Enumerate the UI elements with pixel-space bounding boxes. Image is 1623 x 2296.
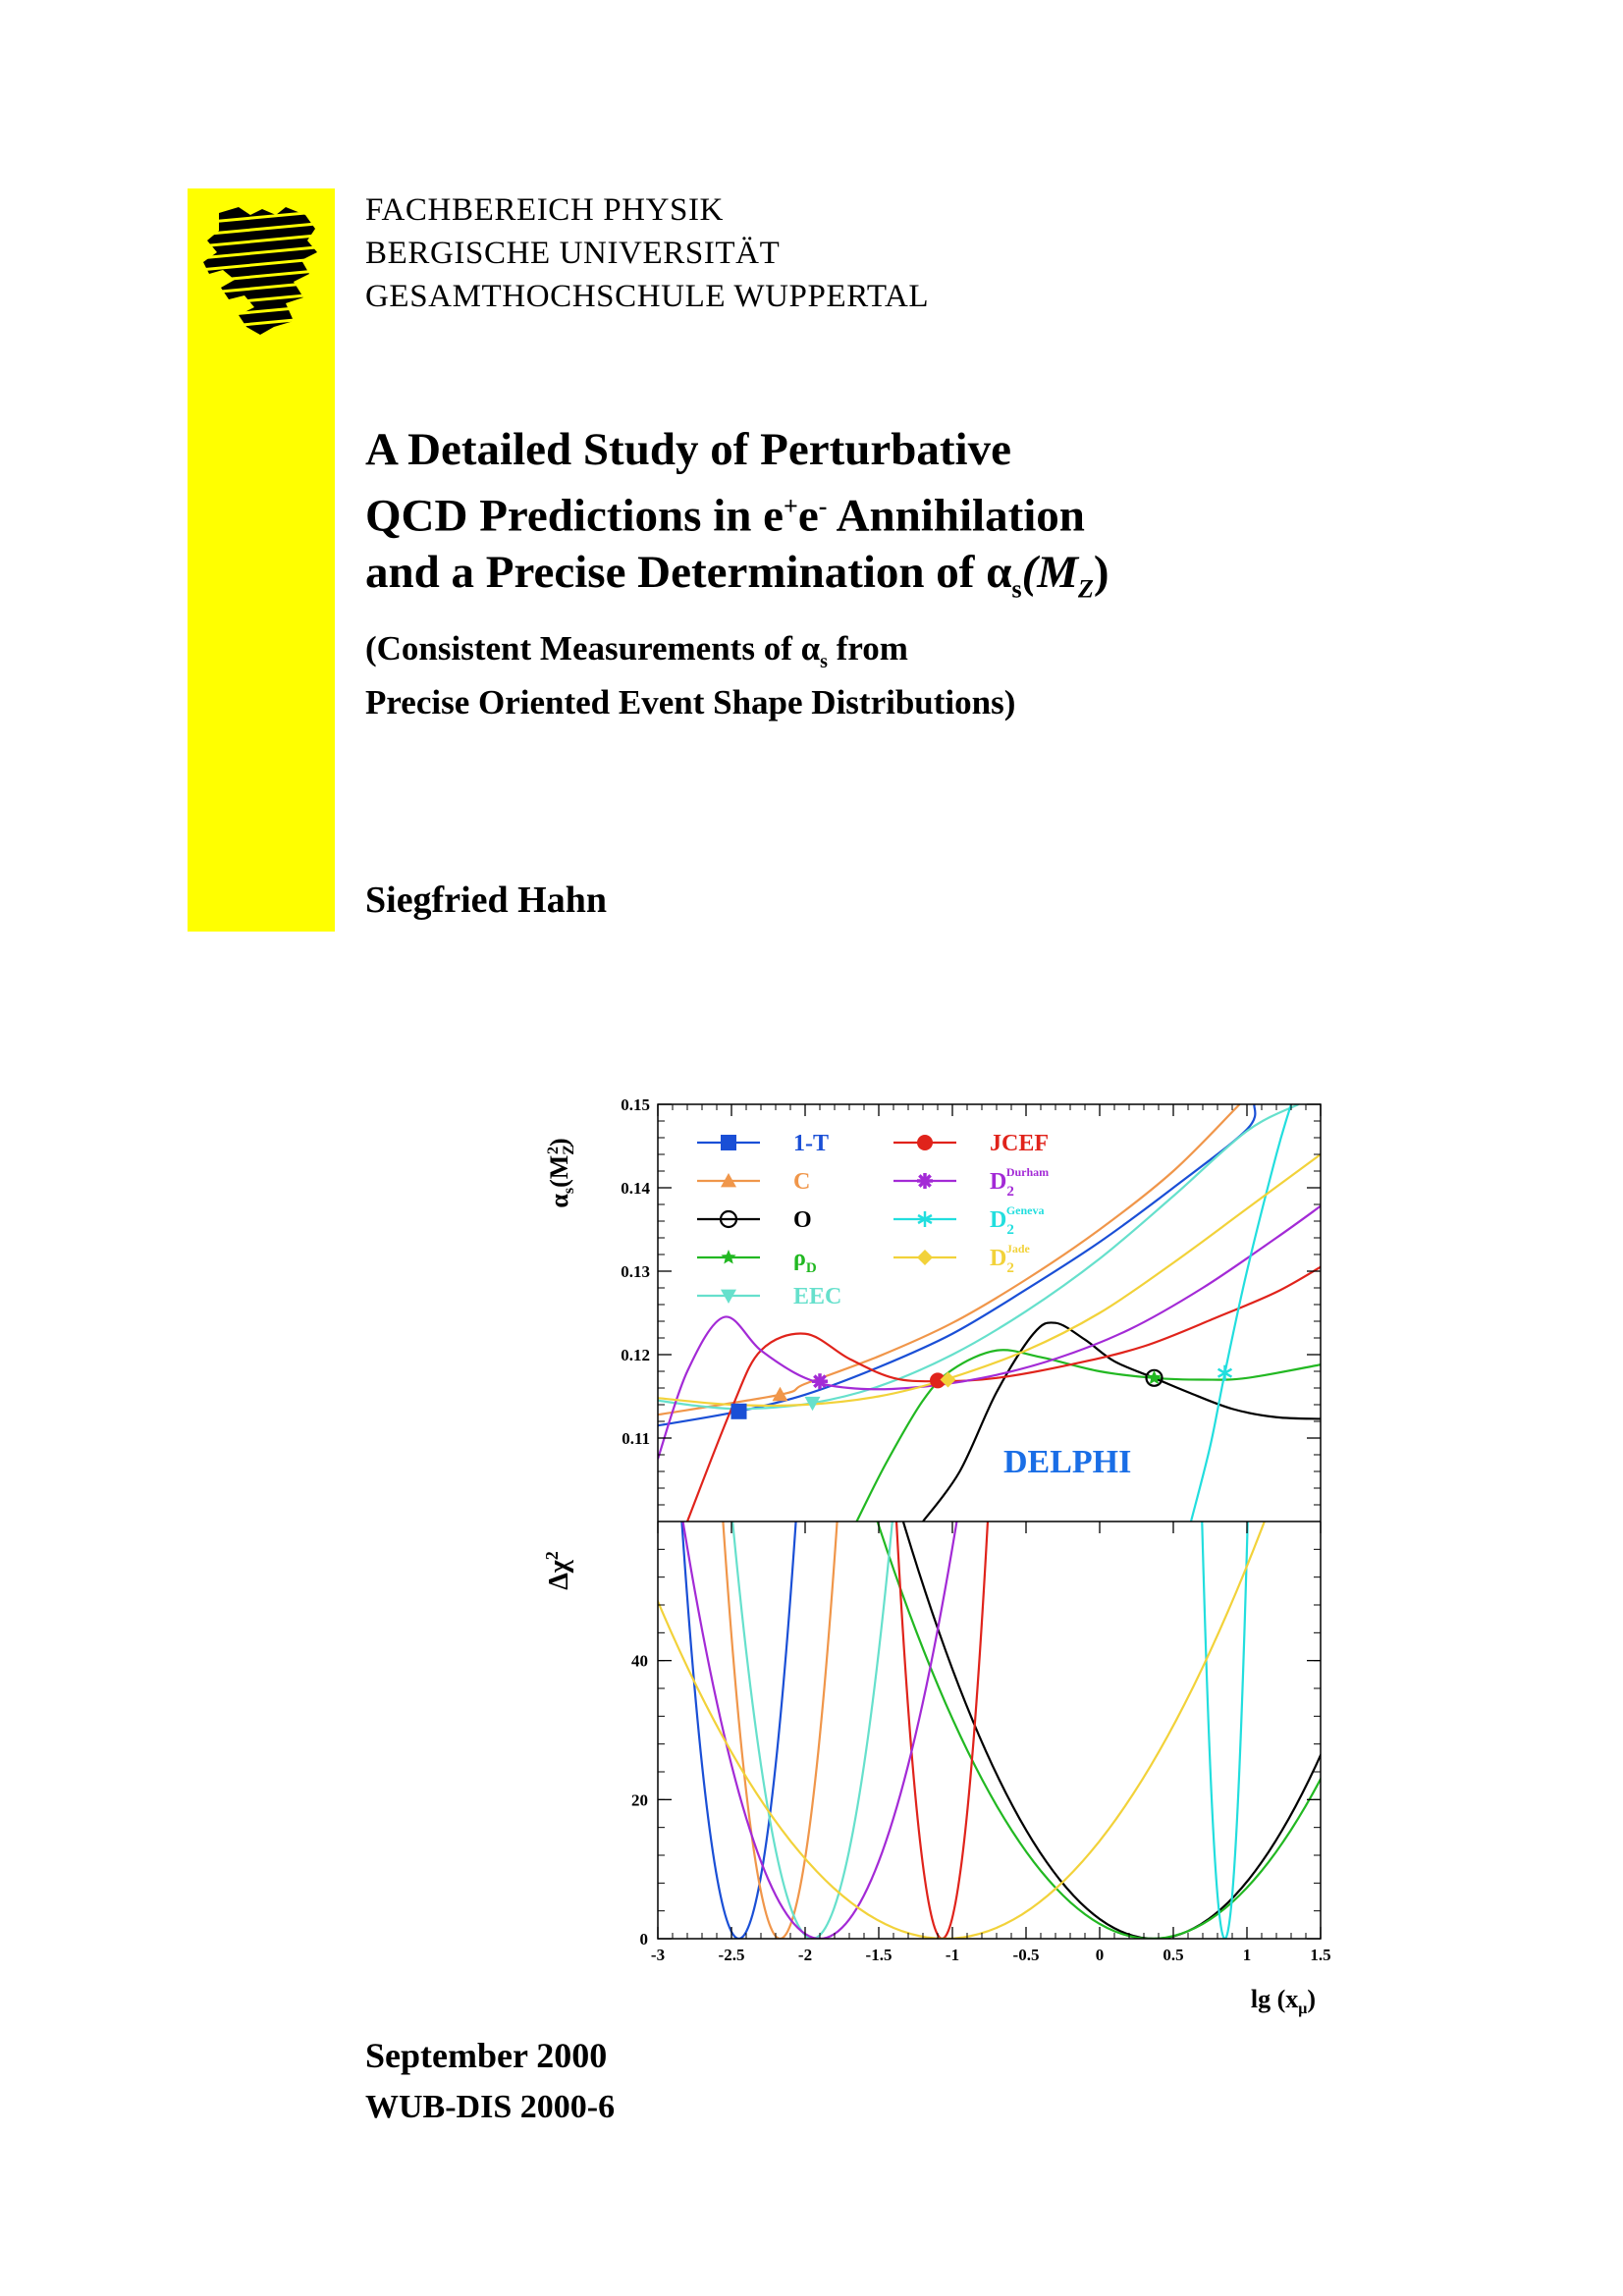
- institution-block: [365, 188, 929, 318]
- legend-label-sub: 2: [1006, 1184, 1014, 1200]
- title-line-2: [365, 478, 1109, 545]
- legend-label: [990, 1203, 1045, 1238]
- title-superscript: -: [818, 492, 828, 520]
- legend-label-sub: D: [805, 1260, 817, 1276]
- subtitle-text: (Consistent Measurements of α: [365, 629, 821, 667]
- x-tick-label: 0.5: [1163, 1946, 1184, 1964]
- legend-label-main: JCEF: [990, 1131, 1049, 1156]
- delphi-alphas-chi2-figure: [530, 1080, 1335, 2022]
- chi2-parabola: [857, 1459, 1335, 1939]
- xlabel-part: lg (x: [1250, 1985, 1299, 2013]
- x-tick-label: 1.5: [1310, 1946, 1331, 1964]
- title-text: e: [797, 490, 819, 542]
- delphi-watermark: DELPHI: [1003, 1444, 1132, 1480]
- xlabel-part: ): [1307, 1985, 1316, 2013]
- x-tick-label: -2.5: [718, 1946, 745, 1964]
- legend-label: [990, 1131, 1049, 1156]
- x-tick-label: -3: [650, 1946, 666, 1964]
- y-top-tick-label: 0.11: [622, 1429, 650, 1448]
- legend-label: [793, 1207, 812, 1233]
- ylabel-part: s: [561, 1187, 577, 1195]
- x-tick-label: -2: [797, 1946, 813, 1964]
- legend-label-main: D: [990, 1246, 1007, 1271]
- institution-line: GESAMTHOCHSCHULE WUPPERTAL: [365, 279, 930, 314]
- legend-label: [793, 1131, 829, 1156]
- legend-label-sup: Durham: [1005, 1165, 1050, 1179]
- chi2-parabola: [603, 1459, 1288, 1939]
- institution-line: FACHBEREICH PHYSIK: [365, 192, 724, 228]
- top-ylabel: [545, 1138, 577, 1207]
- legend-label-main: D: [990, 1207, 1007, 1233]
- ylabel-part: (M: [545, 1154, 573, 1188]
- university-lion-logo-icon: [199, 201, 327, 339]
- title-text: and a Precise Determination of α: [365, 546, 1012, 598]
- y-top-tick-label: 0.13: [621, 1262, 650, 1281]
- document-title: [365, 422, 1109, 616]
- subtitle-text: from: [827, 629, 908, 667]
- bottom-ylabel: [542, 1551, 574, 1590]
- legend-label: [793, 1169, 810, 1195]
- publication-date: September 2000: [365, 2036, 608, 2075]
- x-axis-label: [1251, 1985, 1316, 2017]
- chi2-parabola: [1201, 1459, 1250, 1939]
- chi2-parabola: [677, 1459, 800, 1939]
- diamond-marker: [917, 1250, 933, 1265]
- legend-label: [793, 1284, 841, 1309]
- alphas-curve: [658, 1206, 1321, 1460]
- title-line-3: [365, 545, 1109, 616]
- legend-label-main: ρ: [793, 1246, 806, 1271]
- title-subscript: Z: [1078, 574, 1094, 604]
- ylabel-part: 2: [542, 1551, 562, 1561]
- y-top-tick-label: 0.14: [621, 1179, 650, 1198]
- title-subscript: s: [1011, 574, 1022, 604]
- legend-label-main: D: [990, 1169, 1007, 1195]
- y-top-tick-label: 0.12: [621, 1346, 650, 1364]
- ylabel-part: Δχ: [544, 1560, 574, 1590]
- legend-label-sup: Jade: [1005, 1242, 1030, 1255]
- chi2-parabola: [893, 1459, 992, 1939]
- legend-label-sub: 2: [1006, 1222, 1014, 1238]
- legend-label-sub: 2: [1006, 1260, 1014, 1276]
- alphas-curves: [658, 1104, 1321, 1522]
- title-text: Annihilation: [827, 490, 1085, 542]
- chi2-curves: [603, 1459, 1335, 1939]
- legend-label: [793, 1246, 817, 1276]
- star-marker: [721, 1250, 735, 1264]
- document-subtitle: [365, 628, 1015, 723]
- legend-label-sup: Geneva: [1005, 1203, 1045, 1217]
- institution-line: BERGISCHE UNIVERSITÄT: [365, 236, 781, 271]
- title-text: (M: [1021, 546, 1079, 598]
- square-marker: [721, 1135, 736, 1150]
- author-name: Siegfried Hahn: [365, 880, 607, 921]
- legend-label: [990, 1165, 1049, 1200]
- legend-label-main: EEC: [793, 1284, 842, 1309]
- chart-legend: [697, 1131, 1049, 1309]
- title-text: QCD Predictions in e: [365, 490, 784, 542]
- y-bottom-tick-label: 20: [631, 1790, 648, 1810]
- square-marker: [731, 1404, 747, 1419]
- x-tick-label: 1: [1242, 1946, 1252, 1964]
- fit-result-markers: [731, 1365, 1232, 1419]
- report-number: WUB-DIS 2000-6: [365, 2089, 616, 2125]
- legend-label: [990, 1242, 1031, 1276]
- legend-label-main: 1-T: [793, 1131, 829, 1156]
- alphas-curve: [857, 1350, 1322, 1522]
- subtitle-line-2: Precise Oriented Event Shape Distributions): [365, 683, 1016, 721]
- circle-marker: [917, 1135, 933, 1150]
- alphas-curve: [658, 1104, 1240, 1415]
- title-text: ): [1093, 546, 1109, 598]
- x-tick-label: 0: [1095, 1946, 1105, 1964]
- ylabel-part: Z: [561, 1145, 577, 1155]
- legend-label-main: O: [793, 1207, 812, 1233]
- title-line-1: A Detailed Study of Perturbative: [365, 424, 1011, 475]
- x-tick-label: -0.5: [1012, 1946, 1040, 1964]
- ylabel-part: 2: [545, 1147, 562, 1155]
- y-bottom-tick-label: 0: [639, 1930, 648, 1949]
- subtitle-line-1: [365, 628, 1015, 682]
- ylabel-part: α: [545, 1194, 573, 1208]
- x-tick-label: -1: [945, 1946, 960, 1964]
- alphas-curve: [658, 1104, 1255, 1425]
- xlabel-part: μ: [1298, 2001, 1308, 2017]
- y-bottom-tick-label: 40: [631, 1651, 648, 1671]
- title-superscript: +: [784, 492, 798, 520]
- subtitle-subscript: s: [820, 651, 828, 672]
- legend-label-main: C: [793, 1169, 811, 1195]
- y-top-tick-label: 0.15: [621, 1095, 650, 1114]
- x-tick-label: -1.5: [865, 1946, 893, 1964]
- ylabel-part: ): [545, 1138, 573, 1148]
